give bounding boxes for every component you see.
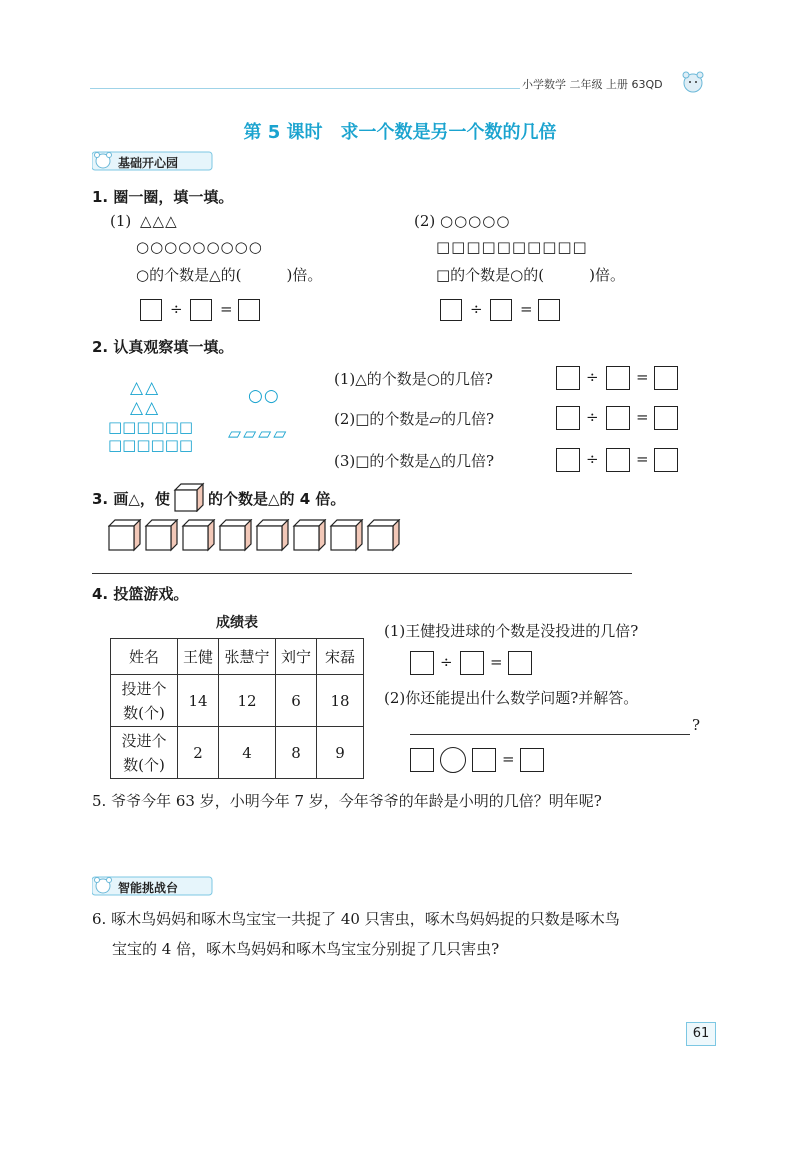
row-label-line: 没进个 xyxy=(121,731,167,750)
q1-left-shapes1: △△△ xyxy=(140,212,178,230)
q5-text xyxy=(92,790,602,811)
div-sign: ÷ xyxy=(470,300,483,318)
q3-heading-a: 3. 画△，使 xyxy=(92,490,170,508)
table-cell: 2 xyxy=(178,727,219,779)
answer-box[interactable] xyxy=(190,299,212,321)
table-header-cell: 张慧宁 xyxy=(219,639,276,675)
equals-sign: = xyxy=(502,750,515,768)
equals-sign: = xyxy=(636,450,649,468)
q2-item: (2)□的个数是▱的几倍? xyxy=(334,410,494,428)
table-header-cell: 王健 xyxy=(178,639,219,675)
figure-squares: □□□□□□ xyxy=(108,436,194,454)
q1-left-shapes2: ○○○○○○○○○ xyxy=(136,238,263,256)
table-row xyxy=(111,675,364,727)
cube-icon xyxy=(172,482,206,512)
q5-text-content: 5. 爷爷今年 63 岁，小明今年 7 岁，今年爷爷的年龄是小明的几倍？明年呢? xyxy=(92,792,602,810)
answer-box[interactable] xyxy=(238,299,260,321)
table-row xyxy=(111,727,364,779)
answer-box[interactable] xyxy=(556,406,580,430)
q1-right-shapes1: ○○○○○ xyxy=(440,212,511,230)
row-label xyxy=(111,727,178,779)
page-title: 第 5 课时 求一个数是另一个数的几倍 xyxy=(243,122,557,143)
cube xyxy=(257,520,288,550)
table-cell: 8 xyxy=(276,727,317,779)
cube xyxy=(368,520,399,550)
row-label-line: 数(个) xyxy=(123,755,165,774)
div-sign: ÷ xyxy=(170,300,183,318)
cube xyxy=(183,520,214,550)
cube xyxy=(146,520,177,550)
table-title: 成绩表 xyxy=(216,615,258,631)
q2-item: (3)□的个数是△的几倍? xyxy=(334,452,494,470)
answer-box[interactable] xyxy=(538,299,560,321)
table-cell: 18 xyxy=(317,675,364,727)
figure-parallelograms: ▱▱▱▱ xyxy=(228,424,289,444)
answer-box[interactable] xyxy=(140,299,162,321)
page-number: 61 xyxy=(686,1022,716,1046)
section-label: 基础开心园 xyxy=(118,156,179,170)
equals-sign: = xyxy=(520,300,533,318)
answer-box[interactable] xyxy=(472,748,496,772)
div-sign: ÷ xyxy=(586,368,599,386)
answer-box[interactable] xyxy=(410,748,434,772)
answer-box[interactable] xyxy=(606,448,630,472)
figure-triangles: △△ xyxy=(130,378,161,398)
div-sign: ÷ xyxy=(586,450,599,468)
answer-box[interactable] xyxy=(460,651,484,675)
answer-box[interactable] xyxy=(556,366,580,390)
bear-mascot-icon xyxy=(680,70,706,94)
q1-right-label: (2) xyxy=(414,212,436,230)
q6-line1: 6. 啄木鸟妈妈和啄木鸟宝宝一共捉了 40 只害虫，啄木鸟妈妈捉的只数是啄木鸟 xyxy=(92,910,620,928)
answer-box[interactable] xyxy=(654,406,678,430)
answer-box[interactable] xyxy=(440,299,462,321)
q4-sub2: (2)你还能提出什么数学问题?并解答。 xyxy=(384,689,639,707)
answer-box[interactable] xyxy=(490,299,512,321)
operator-circle[interactable] xyxy=(440,747,466,773)
row-label-line: 数(个) xyxy=(123,703,165,722)
answer-box[interactable] xyxy=(556,448,580,472)
div-sign: ÷ xyxy=(440,653,453,671)
row-label-line: 投进个 xyxy=(121,679,167,698)
question-mark: ? xyxy=(692,716,701,734)
q3-heading-b: 的个数是△的 4 倍。 xyxy=(208,490,346,508)
answer-box[interactable] xyxy=(410,651,434,675)
q2-heading: 2. 认真观察填一填。 xyxy=(92,338,234,356)
table-cell: 14 xyxy=(178,675,219,727)
table-cell: 4 xyxy=(219,727,276,779)
q1-left-label: (1) xyxy=(110,212,132,230)
answer-line[interactable] xyxy=(410,734,690,735)
section-label: 智能挑战台 xyxy=(118,881,179,895)
q1-right-sentence: □的个数是○的( )倍。 xyxy=(436,266,625,284)
equals-sign: = xyxy=(636,408,649,426)
figure-circles: ○○ xyxy=(248,386,280,406)
table-header-cell: 刘宁 xyxy=(276,639,317,675)
cube-row xyxy=(108,519,408,553)
answer-box[interactable] xyxy=(654,448,678,472)
cube xyxy=(331,520,362,550)
table-cell: 6 xyxy=(276,675,317,727)
table-header-cell: 宋磊 xyxy=(317,639,364,675)
table-header-cell: 姓名 xyxy=(111,639,178,675)
q4-sub1: (1)王健投进球的个数是没投进的几倍? xyxy=(384,622,639,640)
equals-sign: = xyxy=(220,300,233,318)
answer-box[interactable] xyxy=(654,366,678,390)
div-sign: ÷ xyxy=(586,408,599,426)
figure-squares: □□□□□□ xyxy=(108,418,194,436)
score-table xyxy=(110,638,364,779)
table-cell: 9 xyxy=(317,727,364,779)
q1-left-sentence: ○的个数是△的( )倍。 xyxy=(136,266,323,284)
header-rule xyxy=(90,88,520,89)
table-cell: 12 xyxy=(219,675,276,727)
figure-triangles: △△ xyxy=(130,398,161,418)
cube xyxy=(109,520,140,550)
row-label xyxy=(111,675,178,727)
answer-box[interactable] xyxy=(606,406,630,430)
answer-line[interactable] xyxy=(92,573,632,574)
q1-right-shapes2: □□□□□□□□□□ xyxy=(436,238,588,256)
q4-heading: 4. 投篮游戏。 xyxy=(92,585,189,603)
q1-heading: 1. 圈一圈，填一填。 xyxy=(92,188,234,206)
equals-sign: = xyxy=(490,653,503,671)
answer-box[interactable] xyxy=(606,366,630,390)
equals-sign: = xyxy=(636,368,649,386)
answer-box[interactable] xyxy=(508,651,532,675)
answer-box[interactable] xyxy=(520,748,544,772)
q6-line2: 宝宝的 4 倍，啄木鸟妈妈和啄木鸟宝宝分别捉了几只害虫? xyxy=(112,940,500,958)
cube xyxy=(294,520,325,550)
cube xyxy=(220,520,251,550)
q2-item: (1)△的个数是○的几倍? xyxy=(334,370,493,388)
header-series: 小学数学 二年级 上册 63QD xyxy=(522,78,663,91)
